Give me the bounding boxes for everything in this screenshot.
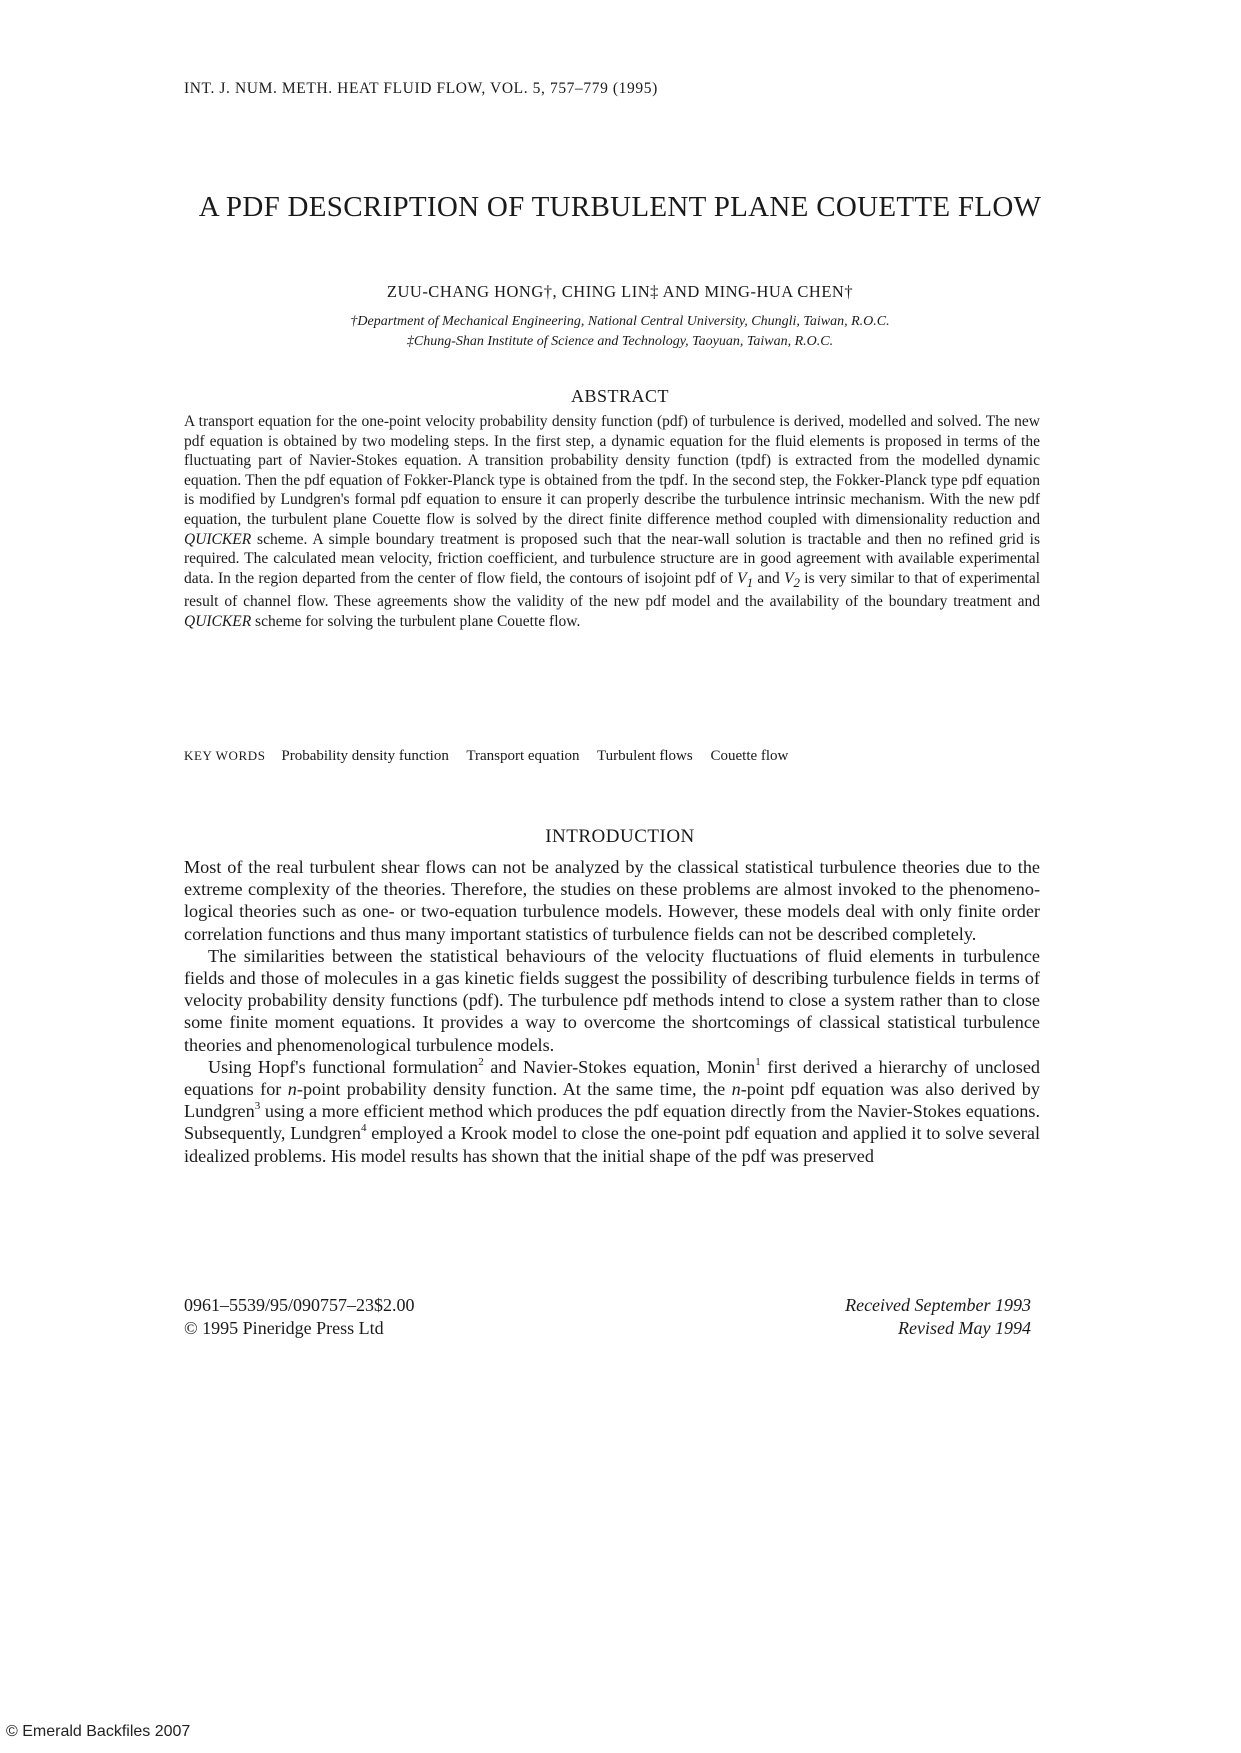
received-date: Received September 1993	[845, 1295, 1031, 1315]
journal-pages: 757–779	[549, 80, 609, 97]
copyright: © 1995 Pineridge Press Ltd	[184, 1318, 384, 1338]
abstract-v1: $V_1$	[737, 569, 754, 590]
revised-date: Revised May 1994	[898, 1318, 1031, 1338]
authors: ZUU-CHANG HONG†, CHING LIN‡ AND MING-HUA CHEN†	[386, 282, 854, 301]
affiliation-2: ‡Chung-Shan Institute of Science and Technology, Taoyuan, Taiwan, R.O.C.	[406, 334, 834, 349]
intro-paragraph-2: The similarities between the statistical behaviours of the velocity fluctuations of fluid elements in turbulence fields and those of molecules in a gas kinetic fields suggest the possibility of describing turbulence fields in terms of velocity probability density functions (pdf). The turbulence pdf methods intend to close a system rather than to close some finite moment equations. It provides a way to overcome the shortcomings of classical statistical turbulence theories and phenomenological turbulence models.	[184, 945, 1040, 1055]
abstract-scheme-2: QUICKER	[184, 613, 252, 631]
article-code: 0961–5539/95/090757–23$2.00	[184, 1295, 415, 1315]
footer-right	[845, 1294, 1031, 1340]
paper-title: A PDF DESCRIPTION OF TURBULENT PLANE COUETTE FLOW	[198, 191, 1042, 223]
reference-4: 4	[360, 1122, 367, 1135]
keyword: Probability density function	[281, 748, 449, 764]
abstract-and: and	[757, 569, 780, 587]
keyword: Turbulent flows	[597, 748, 693, 764]
abstract-text-3: is very similar to that of experimental result of channel flow. These agreements show the validity of the new pdf model and the availability of the boundary treatment and	[184, 569, 1041, 611]
intro-paragraph-1: Most of the real turbulent shear flows can not be analyzed by the classical statistical turbulence theories due to the extreme complexity of the theories. Therefore, the studies on these problems are almost invoked to the phenomeno-logical theories such as one- or two-equation turbulence models. However, these models deal with only finite order correlation functions and thus many important statistics of turbulence fields can not be described completely.	[184, 857, 1040, 944]
keyword: Transport equation	[466, 748, 580, 764]
journal-volume: 5,	[532, 80, 546, 97]
abstract-text-4: scheme for solving the turbulent plane Couette flow.	[255, 613, 581, 631]
journal-header	[184, 80, 658, 98]
journal-name: INT. J. NUM. METH. HEAT FLUID FLOW, VOL.	[184, 80, 529, 97]
keyword: Couette flow	[710, 748, 789, 764]
keywords-label: KEY WORDS	[184, 748, 266, 763]
introduction-body	[184, 856, 1040, 1167]
abstract-v2: $V_2$	[784, 569, 800, 590]
abstract-text-1: A transport equation for the one-point velocity probability density function (pdf) of turbulence is derived, modelled and solved. The new pdf equation is obtained by two modeling steps. In the first step, a dynamic equation for the fluid elements is proposed in terms of the fluctuating part of Navier-Stokes equation. A transition probability density function (tpdf) is extracted from the modelled dynamic equation. Then the pdf equation of Fokker-Planck type is obtained from the tpdf. In the second step, the Fokker-Planck type pdf equation is modified by Lundgren's formal pdf equation to ensure it can properly describe the turbulence intrinsic mechanism. With the new pdf equation, the turbulent plane Couette flow is solved by the direct finite difference method coupled with dimensionality reduction and	[184, 413, 1040, 528]
journal-year: (1995)	[612, 80, 658, 97]
abstract-scheme-1: QUICKER	[184, 530, 252, 548]
affiliation-1: †Department of Mechanical Engineering, National Central University, Chungli, Taiwan, R.O.C.	[350, 314, 890, 329]
reference-3: 3	[254, 1100, 261, 1113]
abstract-heading: ABSTRACT	[570, 386, 670, 406]
intro-paragraph-3: Using Hopf's functional formulation$^2$ and Navier-Stokes equation, Monin$^1$ first derived a hierarchy of unclosed equations for n-point probability density function. At the same time, the n-point pdf equation was also derived by Lundgren$^3$ using a more efficient method which produces the pdf equation directly from the Navier-Stokes equations. Subsequently, Lundgren$^4$ employed a Krook model to close the one-point pdf equation and applied it to solve several idealized problems. His model results has shown that the initial shape of the pdf was preserved	[184, 1055, 1041, 1166]
reference-2: 2	[478, 1055, 484, 1068]
keywords	[184, 748, 802, 765]
footer-left	[184, 1294, 415, 1340]
introduction-heading: INTRODUCTION	[545, 826, 695, 847]
abstract-text-2: scheme. A simple boundary treatment is proposed such that the near-wall solution is tractable and then no refined grid is required. The calculated mean velocity, friction coefficient, and turbulence structure are in good agreement with available experimental data. In the region departed from the center of flow field, the contours of isojoint pdf of	[184, 530, 1041, 587]
watermark: © Emerald Backfiles 2007	[6, 1723, 191, 1740]
reference-1: 1	[755, 1055, 761, 1068]
abstract-body	[184, 412, 1040, 632]
